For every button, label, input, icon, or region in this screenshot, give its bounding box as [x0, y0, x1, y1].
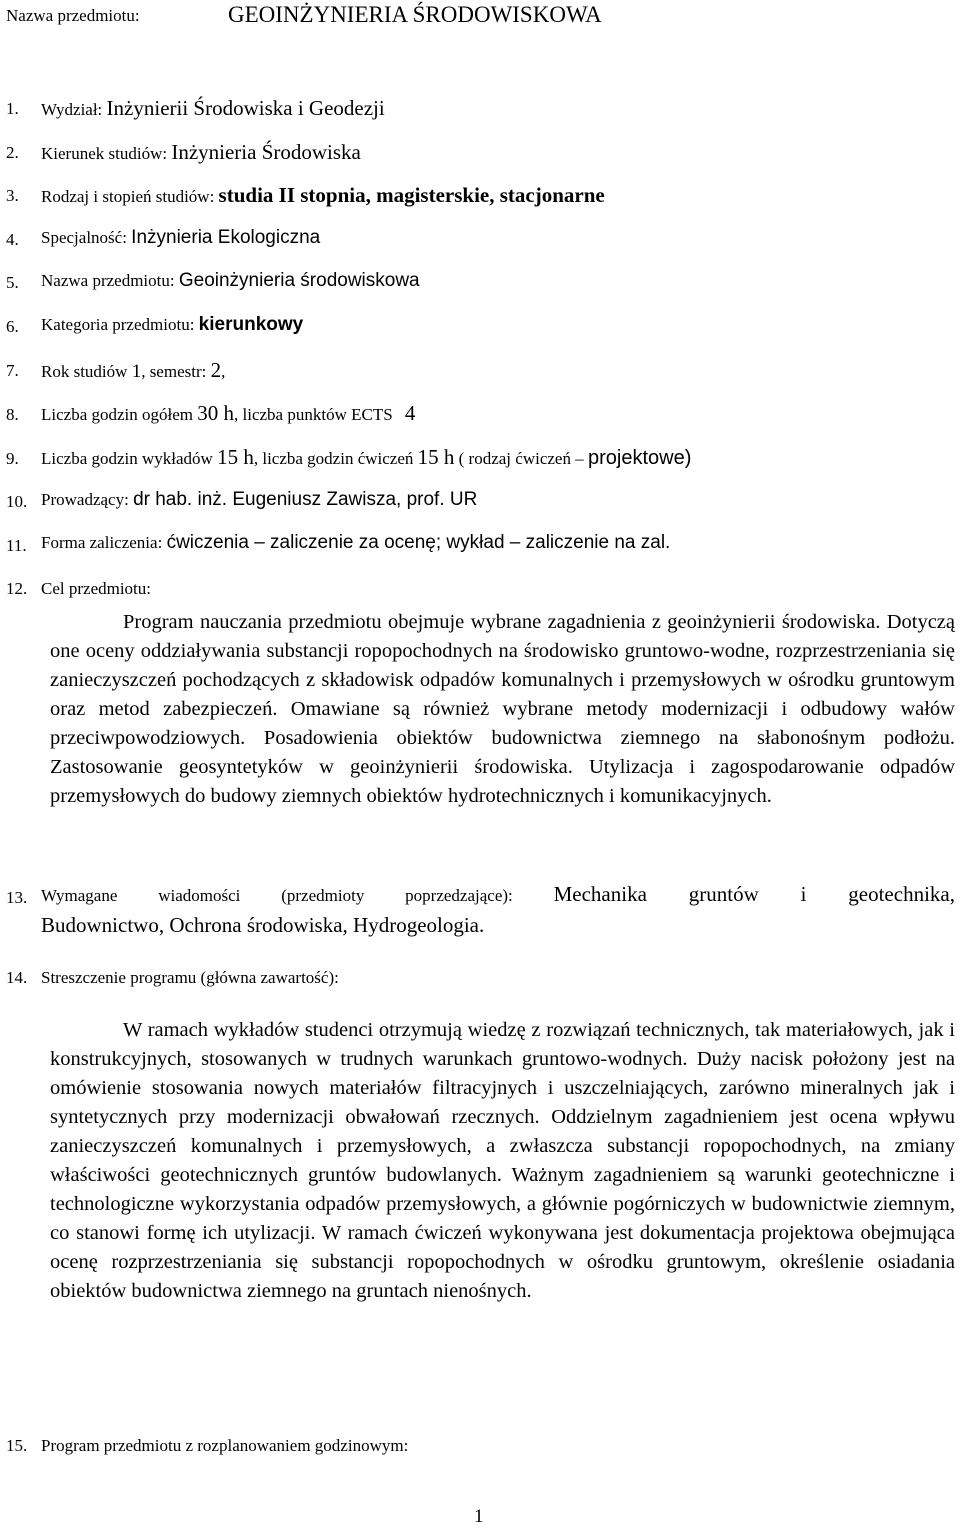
item-label: , semestr:: [141, 362, 211, 381]
item-number: 6.: [6, 317, 19, 336]
item-value: 30 h: [197, 401, 235, 425]
goal-paragraph: [50, 608, 955, 811]
item-number: 15.: [6, 1436, 28, 1455]
item-number: 12.: [6, 579, 28, 598]
item-value: 15 h: [217, 445, 254, 469]
item-value: projektowe): [587, 447, 692, 469]
item-goal: [41, 579, 151, 599]
item-value: studia II stopnia, magisterskie, stacjonarne: [218, 183, 605, 207]
item-number: 10.: [6, 492, 28, 511]
item-label: Prowadzący:: [41, 490, 134, 509]
item-label: Liczba godzin wykładów: [41, 449, 218, 468]
item-value: Mechanika gruntów i geotechnika,: [553, 882, 955, 906]
item-label: Specjalność:: [41, 228, 132, 247]
item-field-of-study: [41, 140, 361, 165]
item-value: 1: [131, 361, 142, 382]
item-number: 7.: [6, 361, 19, 380]
item-label: Wymagane wiadomości (przedmioty poprzedzające):: [41, 886, 554, 905]
summary-text: W ramach wykładów studenci otrzymują wiedzę z rozwiązań technicznych, tak materiałowych, jak i konstrukcyjnych, stosowanych w trudnych warunkach gruntowo-wodnych. Duży nacisk położony jest na omówienie stosowania nowych materiałów filtracyjnych i uszczelniających, zarówno mineralnych jak i syntetycznych przy modernizacji obwałowań rzecznych. Oddzielnym zagadnieniem jest ocena wpływu zanieczyszczeń komunalnych i przemysłowych, a zwłaszcza substancji ropopochodnych, na zmiany właściwości geotechnicznych gruntów budowlanych. Ważnym zagadnieniem są warunki geotechniczne i technologiczne wykorzystania odpadów przemysłowych, a głównie pogórniczych w budownictwie ziemnym, co stanowi formę ich utylizacji. W ramach ćwiczeń wykonywana jest dokumentacja projektowa obejmująca ocenę rozprzestrzeniania się substancji ropopochodnych w ośrodku gruntowym, określenie osiadania obiektów budownictwa ziemnego na gruntach nienośnych.: [50, 1019, 955, 1302]
item-value: Inżynieria Środowiska: [171, 140, 361, 164]
item-label: ( rodzaj ćwiczeń –: [454, 449, 588, 468]
item-subject-name: [41, 270, 420, 292]
item-label: Rok studiów: [41, 362, 132, 381]
item-lecture-hours: [41, 445, 691, 470]
page-number: 1: [474, 1506, 484, 1527]
item-value: Inżynierii Środowiska i Geodezji: [106, 96, 385, 120]
item-label: Nazwa przedmiotu:: [41, 271, 179, 290]
item-prerequisites: [41, 882, 955, 907]
item-label: Forma zaliczenia:: [41, 533, 167, 552]
header-label: Nazwa przedmiotu:: [6, 6, 140, 25]
item-summary: [41, 968, 339, 988]
item-number: 5.: [6, 273, 19, 292]
item-number: 14.: [6, 968, 28, 987]
item-number: 13.: [6, 888, 28, 907]
item-hours-ects: [41, 401, 415, 426]
item-label: Cel przedmiotu:: [41, 579, 152, 598]
item-label: , liczba godzin ćwiczeń: [253, 449, 418, 468]
item-number: 4.: [6, 230, 19, 249]
item-label: Wydział:: [41, 100, 107, 119]
item-value: ćwiczenia – zaliczenie za ocenę; wykład – zaliczenie na zal.: [166, 532, 671, 553]
item-value: 2: [210, 358, 222, 382]
item-year-semester: [41, 358, 225, 383]
item-number: 3.: [6, 186, 19, 205]
item-faculty: [41, 96, 385, 121]
item-number: 9.: [6, 449, 19, 468]
item-label: Liczba godzin ogółem: [41, 405, 198, 424]
item-label: Kategoria przedmiotu:: [41, 315, 199, 334]
item-label: ,: [221, 362, 226, 381]
item-label: Streszczenie programu (główna zawartość):: [41, 968, 339, 987]
item-label: Kierunek studiów:: [41, 144, 172, 163]
item-label: Program przedmiotu z rozplanowaniem godzinowym:: [41, 1436, 409, 1455]
item-lecturer: [41, 489, 477, 511]
goal-text: Program nauczania przedmiotu obejmuje wybrane zagadnienia z geoinżynierii środowiska. Dotyczą one oceny oddziaływania substancji ropopochodnych na środowisko gruntowo-wodne, rozprzestrzeniania się zanieczyszczeń pochodzących z składowisk odpadów komunalnych i przemysłowych w ośrodku gruntowym oraz metod zabezpieczeń. Omawiane są również wybrane metody modernizacji i odbudowy wałów przeciwpowodziowych. Posadowienia obiektów budownictwa ziemnego na słabonośnym podłożu. Zastosowanie geosyntetyków w geoinżynierii środowiska. Utylizacja i zagospodarowanie odpadów przemysłowych do budowy ziemnych obiektów hydrotechnicznych i komunikacyjnych.: [50, 611, 955, 807]
item-label: Rodzaj i stopień studiów:: [41, 187, 219, 206]
item-value: dr hab. inż. Eugeniusz Zawisza, prof. UR: [133, 489, 478, 510]
item-label: , liczba punktów ECTS: [234, 405, 397, 424]
item-prerequisites-continued: Budownictwo, Ochrona środowiska, Hydrogeologia.: [41, 913, 485, 937]
item-value: Inżynieria Ekologiczna: [131, 227, 321, 248]
item-value: 15 h: [417, 445, 455, 469]
item-specialization: [41, 227, 320, 249]
header-title: GEOINŻYNIERIA ŚRODOWISKOWA: [228, 2, 602, 27]
item-assessment: [41, 532, 670, 554]
summary-paragraph: [50, 1016, 955, 1306]
item-value: 4: [404, 401, 416, 425]
item-number: 11.: [6, 536, 27, 555]
item-number: 1.: [6, 99, 19, 118]
item-program: [41, 1436, 408, 1456]
item-value: Geoinżynieria środowiskowa: [178, 270, 420, 291]
item-study-type: [41, 183, 605, 208]
item-value: kierunkowy: [198, 314, 304, 335]
item-number: 8.: [6, 405, 19, 424]
item-category: [41, 314, 303, 336]
item-number: 2.: [6, 143, 19, 162]
